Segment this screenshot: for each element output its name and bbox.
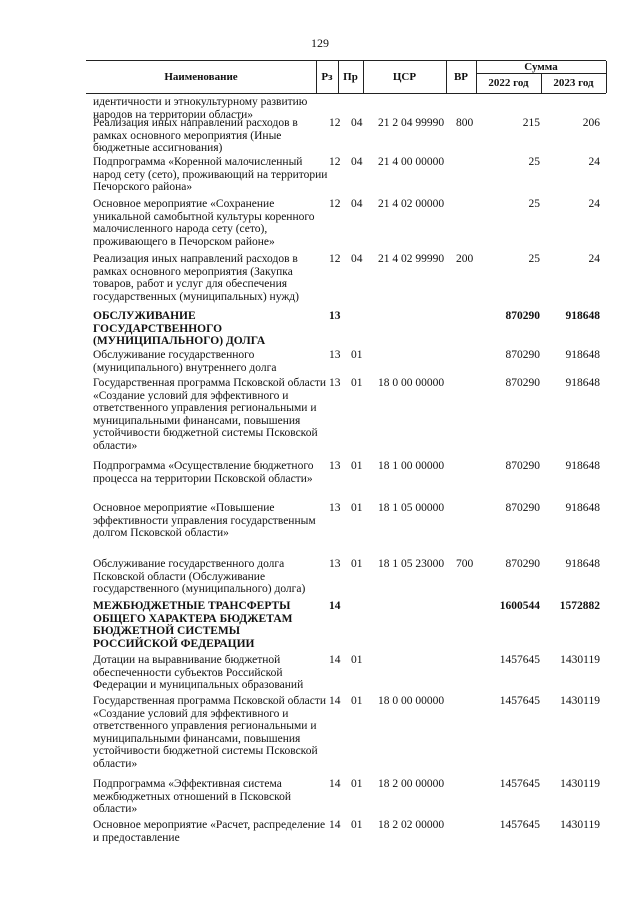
row-name: Основное мероприятие «Сохранение уникальной самобытной культуры коренного малочисленного народа сету (сето), проживающего в Печорском районе»	[93, 198, 315, 248]
header-year-2022: 2022 год	[488, 77, 529, 89]
row-pr: 04	[351, 156, 363, 168]
row-sum-2022: 870290	[505, 377, 540, 389]
row-pr: 04	[351, 253, 363, 265]
row-rz: 13	[329, 558, 341, 570]
row-csr: 21 2 04 99990	[378, 117, 445, 129]
row-rz: 13	[329, 349, 341, 361]
row-pr: 04	[351, 198, 363, 210]
row-rz: 12	[329, 156, 341, 168]
row-sum-2022: 25	[528, 253, 540, 265]
row-rz: 12	[329, 253, 341, 265]
row-sum-2023: 1430119	[560, 819, 600, 831]
row-pr: 04	[351, 117, 363, 129]
row-sum-2023: 918648	[565, 558, 600, 570]
row-sum-2023: 918648	[565, 349, 600, 361]
row-name: ОБСЛУЖИВАНИЕ ГОСУДАРСТВЕННОГО (МУНИЦИПАЛЬНОГО) ДОЛГА	[93, 310, 266, 348]
row-sum-2023: 206	[582, 117, 600, 129]
row-csr: 21 4 02 99990	[378, 253, 445, 265]
header-year-2023: 2023 год	[553, 77, 594, 89]
row-sum-2022: 25	[528, 156, 540, 168]
row-pr: 01	[351, 460, 363, 472]
row-name: Подпрограмма «Осуществление бюджетного процесса на территории Псковской области»	[93, 460, 314, 485]
row-sum-2022: 1457645	[499, 778, 540, 790]
row-sum-2022: 870290	[505, 310, 540, 322]
row-name: Подпрограмма «Коренной малочисленный народ сету (сето), проживающий на территории Печорского района»	[93, 156, 328, 194]
row-name: Основное мероприятие «Расчет, распределение и предоставление	[93, 819, 326, 844]
row-pr: 01	[351, 558, 363, 570]
row-sum-2022: 870290	[505, 558, 540, 570]
row-rz: 14	[329, 695, 341, 707]
row-name: Реализация иных направлений расходов в рамках основного мероприятия (Закупка товаров, работ и услуг для обеспечения государственных (муниципальных) нужд)	[93, 253, 299, 303]
row-csr: 18 1 05 23000	[378, 558, 445, 570]
row-csr: 18 1 05 00000	[378, 502, 445, 514]
row-rz: 13	[329, 310, 341, 322]
row-name: Государственная программа Псковской области «Создание условий для эффективного и ответственного управления региональными и муниципальными финансами, повышения устойчивости бюджетной системы Псковской области»	[93, 377, 327, 452]
row-rz: 13	[329, 377, 341, 389]
row-pr: 01	[351, 502, 363, 514]
header-name: Наименование	[164, 71, 238, 83]
row-name: Дотации на выравнивание бюджетной обеспеченности субъектов Российской Федерации и муниципальных образований	[93, 654, 304, 692]
row-name: идентичности и этнокультурному развитию народов на территории области»	[93, 96, 308, 121]
row-rz: 14	[329, 778, 341, 790]
row-name: МЕЖБЮДЖЕТНЫЕ ТРАНСФЕРТЫ ОБЩЕГО ХАРАКТЕРА БЮДЖЕТАМ БЮДЖЕТНОЙ СИСТЕМЫ РОССИЙСКОЙ ФЕДЕРАЦИИ	[93, 600, 293, 650]
row-name: Подпрограмма «Эффективная система межбюджетных отношений в Псковской области»	[93, 778, 291, 816]
row-rz: 13	[329, 502, 341, 514]
row-sum-2022: 1600544	[499, 600, 540, 612]
table-header	[86, 60, 606, 94]
row-csr: 18 1 00 00000	[378, 460, 445, 472]
row-sum-2022: 215	[522, 117, 540, 129]
header-rz: Рз	[321, 71, 333, 83]
row-sum-2022: 870290	[505, 460, 540, 472]
row-pr: 01	[351, 377, 363, 389]
row-name: Государственная программа Псковской области «Создание условий для эффективного и ответственного управления региональными и муниципальными финансами, повышения устойчивости бюджетной системы Псковской области»	[93, 695, 327, 770]
header-csr: ЦСР	[392, 71, 417, 83]
row-pr: 01	[351, 695, 363, 707]
row-sum-2023: 1430119	[560, 654, 600, 666]
row-sum-2023: 1430119	[560, 778, 600, 790]
row-sum-2023: 24	[588, 253, 600, 265]
header-vr: ВР	[453, 71, 469, 83]
row-sum-2023: 918648	[565, 310, 600, 322]
row-sum-2023: 1430119	[560, 695, 600, 707]
row-sum-2023: 1572882	[559, 600, 600, 612]
row-pr: 01	[351, 778, 363, 790]
row-rz: 14	[329, 654, 341, 666]
page-number: 129	[311, 36, 329, 50]
row-name: Основное мероприятие «Повышение эффективности управления государственным долгом Псковской области»	[93, 502, 316, 540]
row-sum-2023: 918648	[565, 460, 600, 472]
row-sum-2023: 918648	[565, 377, 600, 389]
row-sum-2022: 25	[528, 198, 540, 210]
row-sum-2022: 870290	[505, 349, 540, 361]
row-sum-2022: 870290	[505, 502, 540, 514]
header-sum: Сумма	[524, 61, 558, 73]
row-rz: 14	[329, 600, 341, 612]
row-vr: 800	[456, 117, 474, 129]
row-sum-2023: 24	[588, 156, 600, 168]
row-rz: 14	[329, 819, 341, 831]
row-rz: 12	[329, 117, 341, 129]
row-csr: 18 2 02 00000	[378, 819, 445, 831]
row-csr: 18 0 00 00000	[378, 377, 445, 389]
row-pr: 01	[351, 819, 363, 831]
row-csr: 21 4 02 00000	[378, 198, 445, 210]
row-vr: 700	[456, 558, 474, 570]
row-vr: 200	[456, 253, 474, 265]
row-pr: 01	[351, 654, 363, 666]
header-pr: Пр	[343, 71, 358, 83]
row-pr: 01	[351, 349, 363, 361]
row-name: Обслуживание государственного (муниципального) внутреннего долга	[93, 349, 277, 374]
row-name: Реализация иных направлений расходов в рамках основного мероприятия (Иные бюджетные ассигнования)	[93, 117, 298, 155]
row-sum-2023: 24	[588, 198, 600, 210]
row-csr: 18 2 00 00000	[378, 778, 445, 790]
row-sum-2022: 1457645	[499, 654, 540, 666]
row-name: Обслуживание государственного долга Псковской области (Обслуживание государственного (муниципального) долга)	[93, 558, 306, 596]
row-sum-2022: 1457645	[499, 819, 540, 831]
row-rz: 12	[329, 198, 341, 210]
row-sum-2023: 918648	[565, 502, 600, 514]
row-csr: 18 0 00 00000	[378, 695, 445, 707]
row-csr: 21 4 00 00000	[378, 156, 445, 168]
row-rz: 13	[329, 460, 341, 472]
row-sum-2022: 1457645	[499, 695, 540, 707]
